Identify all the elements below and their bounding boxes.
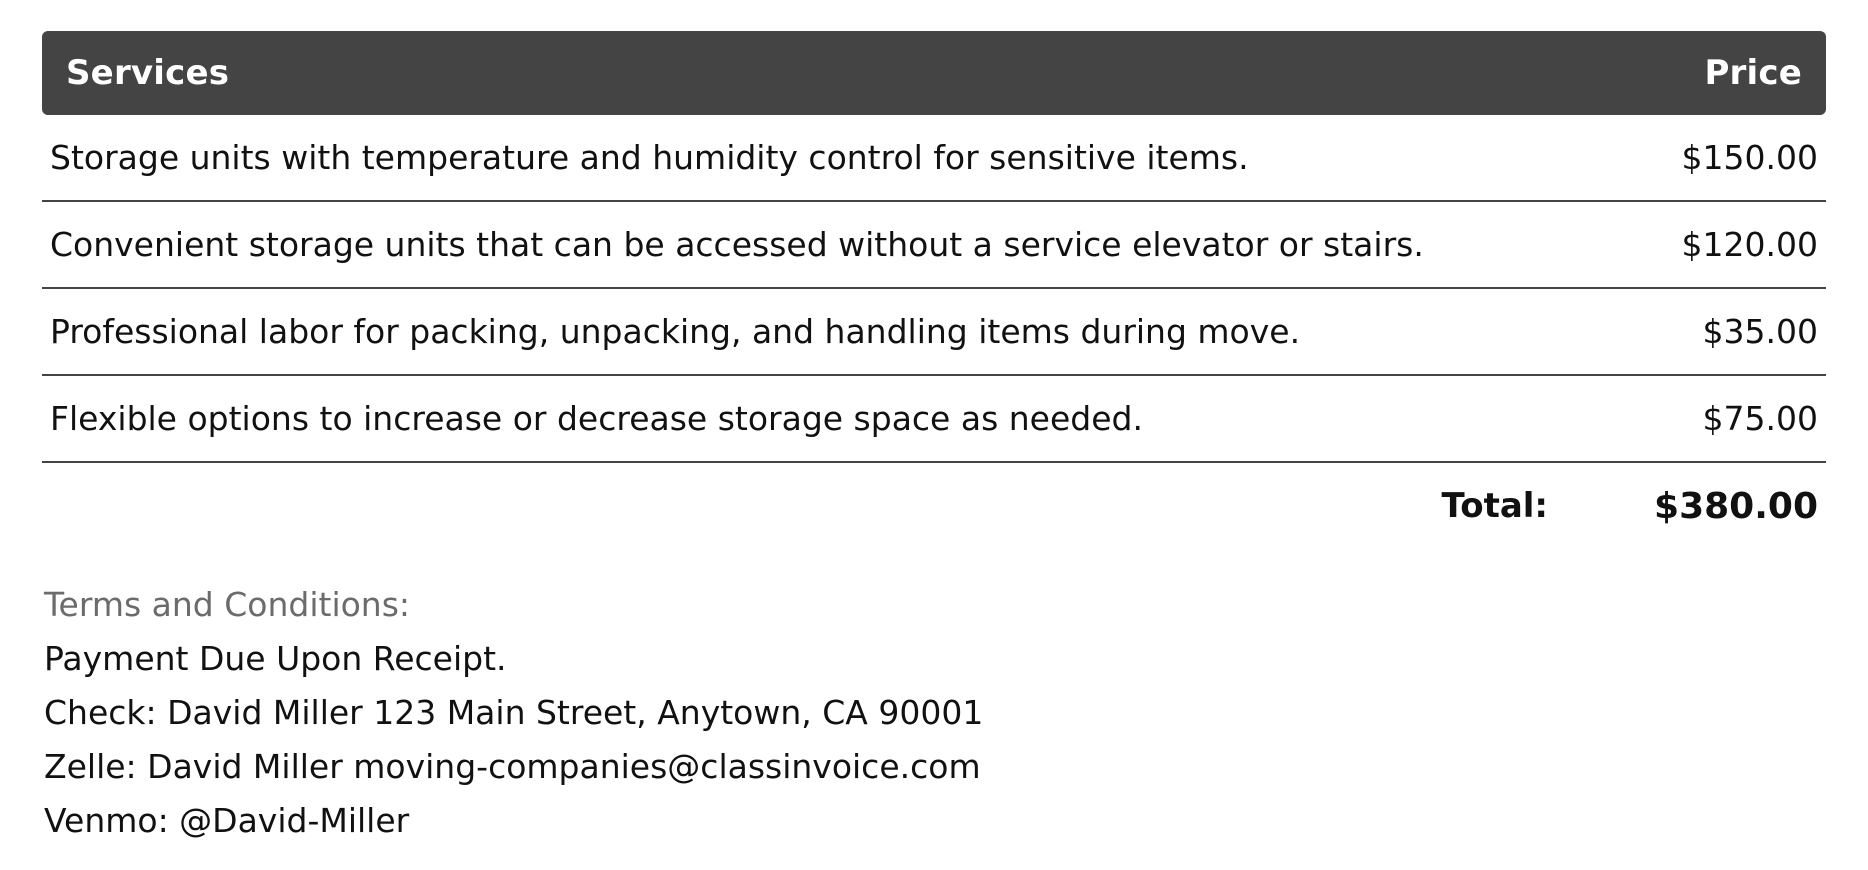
terms-zelle-info: Zelle: David Miller moving-companies@classinvoice.com bbox=[44, 747, 981, 786]
service-price: $150.00 bbox=[1681, 138, 1818, 177]
service-price: $35.00 bbox=[1702, 312, 1818, 351]
table-row bbox=[42, 115, 1826, 202]
table-row bbox=[42, 289, 1826, 376]
terms-section bbox=[44, 580, 983, 848]
terms-check-info: Check: David Miller 123 Main Street, Anytown, CA 90001 bbox=[44, 693, 984, 732]
table-header bbox=[42, 31, 1826, 115]
price-column-header: Price bbox=[1704, 53, 1802, 93]
total-row bbox=[42, 463, 1826, 549]
service-price: $120.00 bbox=[1681, 225, 1818, 264]
service-description: Flexible options to increase or decrease storage space as needed. bbox=[50, 399, 1143, 438]
services-column-header: Services bbox=[66, 53, 230, 93]
table-row bbox=[42, 202, 1826, 289]
service-description: Convenient storage units that can be accessed without a service elevator or stairs. bbox=[50, 225, 1424, 264]
table-row bbox=[42, 376, 1826, 463]
terms-payment-due: Payment Due Upon Receipt. bbox=[44, 639, 507, 678]
total-label: Total: bbox=[1441, 486, 1549, 526]
service-description: Professional labor for packing, unpacking, and handling items during move. bbox=[50, 312, 1301, 351]
total-value: $380.00 bbox=[1654, 485, 1818, 527]
service-price: $75.00 bbox=[1702, 399, 1818, 438]
terms-heading: Terms and Conditions: bbox=[44, 585, 411, 624]
services-table bbox=[42, 31, 1826, 549]
terms-venmo-info: Venmo: @David-Miller bbox=[44, 801, 410, 840]
service-description: Storage units with temperature and humidity control for sensitive items. bbox=[50, 138, 1249, 177]
